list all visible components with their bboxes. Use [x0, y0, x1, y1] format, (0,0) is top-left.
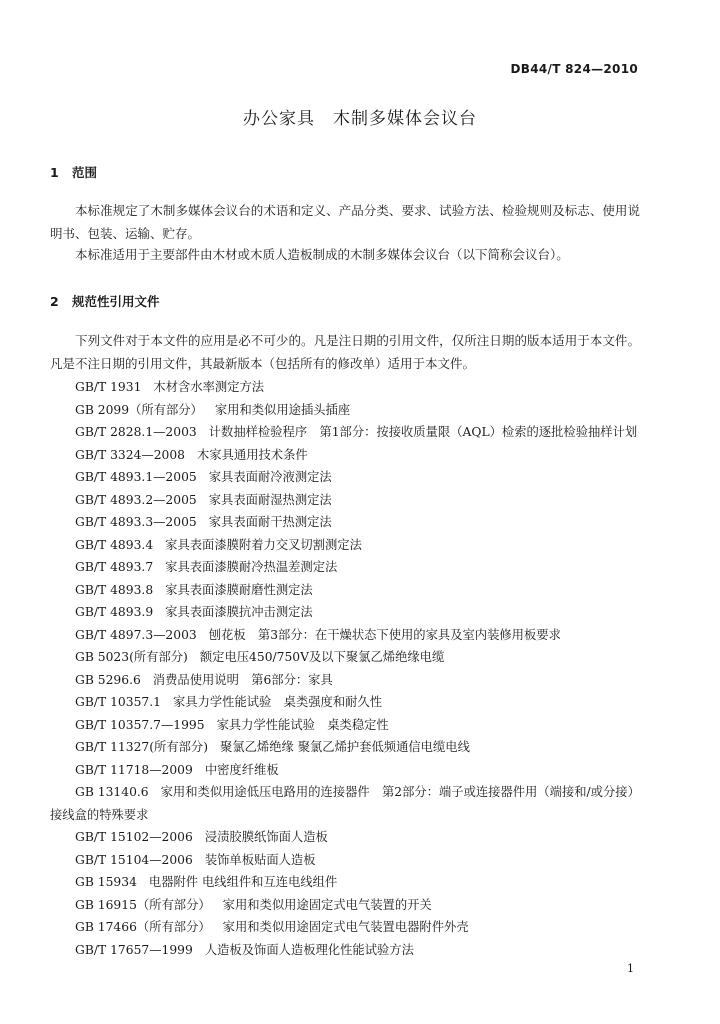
reference-title: 家具力学性能试验 桌类稳定性: [216, 717, 389, 732]
section-1-paragraph-2: 本标准适用于主要部件由木材或木质人造板制成的木制多媒体会议台（以下简称会议台）。: [75, 247, 569, 262]
reference-item: [50, 624, 642, 647]
reference-item: [50, 466, 642, 489]
reference-code: GB 15934: [75, 875, 137, 889]
reference-title: 家具表面漆膜耐冷热温差测定法: [165, 560, 338, 574]
reference-item: [50, 849, 642, 872]
reference-item: [50, 646, 642, 669]
section-1-paragraph-1: 本标准规定了木制多媒体会议台的术语和定义、产品分类、要求、试验方法、检验规则及标志、使用说明书、包装、运输、贮存。: [50, 203, 640, 241]
reference-title: 家具表面漆膜耐磨性测定法: [165, 582, 313, 597]
reference-title: 计数抽样检验程序 第1部分：按接收质量限（AQL）检索的逐批检验抽样计划: [208, 425, 638, 439]
reference-item: [50, 534, 642, 557]
reference-title: 家用和类似用途低压电路用的连接器件 第2部分：端子或连接器件用（端接和/或分接）接线盒的特殊要求: [50, 785, 640, 822]
reference-title: 家用和类似用途插头插座: [214, 402, 351, 417]
reference-code: GB/T 2828.1—2003: [75, 425, 197, 439]
reference-title: 家具力学性能试验 桌类强度和耐久性: [172, 695, 383, 709]
reference-item: [50, 399, 642, 422]
reference-title: 木家具通用技术条件: [197, 447, 308, 462]
reference-code: GB/T 11718—2009: [75, 762, 193, 777]
reference-title: 家具表面耐干热测定法: [208, 515, 332, 529]
reference-code: GB 2099（所有部分）: [75, 402, 203, 417]
reference-item: [50, 714, 642, 737]
reference-code: GB/T 10357.1: [75, 695, 161, 709]
normative-references-list: [50, 376, 642, 961]
reference-title: 家用和类似用途固定式电气装置电器附件外壳: [222, 920, 469, 934]
reference-code: GB/T 1931: [75, 380, 142, 394]
reference-item: [50, 736, 642, 759]
reference-title: 家具表面耐湿热测定法: [208, 492, 332, 507]
reference-title: 额定电压450/750V及以下聚氯乙烯绝缘电缆: [199, 650, 445, 664]
reference-item: [50, 421, 642, 444]
reference-code: GB/T 4893.3—2005: [75, 515, 197, 529]
reference-item: [50, 781, 642, 826]
reference-item: [50, 669, 642, 692]
reference-code: GB/T 17657—1999: [75, 942, 193, 957]
section-1-heading: [50, 163, 97, 181]
reference-item: [50, 871, 642, 894]
reference-code: GB/T 4893.2—2005: [75, 492, 197, 507]
reference-code: GB/T 4893.7: [75, 560, 154, 574]
reference-code: GB 17466（所有部分）: [75, 920, 211, 934]
reference-item: [50, 601, 642, 624]
reference-item: [50, 579, 642, 602]
standard-code: DB44/T 824—2010: [510, 62, 638, 76]
document-title: 办公家具 木制多媒体会议台: [243, 109, 477, 129]
reference-code: GB/T 11327(所有部分): [75, 740, 209, 754]
reference-title: 家具表面漆膜附着力交叉切割测定法: [165, 537, 362, 552]
reference-code: GB/T 4897.3—2003: [75, 627, 197, 642]
reference-title: 电器附件 电线组件和互连电线组件: [148, 875, 338, 889]
reference-item: [50, 894, 642, 917]
reference-item: [50, 376, 642, 399]
page-number: 1: [627, 962, 634, 975]
reference-code: GB/T 15104—2006: [75, 852, 193, 867]
section-2-heading: [50, 292, 160, 310]
reference-item: [50, 444, 642, 467]
section-2-intro: 下列文件对于本文件的应用是必不可少的。凡是注日期的引用文件，仅所注日期的版本适用于本文件。凡是不注日期的引用文件，其最新版本（包括所有的修改单）适用于本文件。: [50, 333, 640, 371]
section-2-title: 规范性引用文件: [72, 294, 160, 309]
reference-code: GB/T 4893.1—2005: [75, 470, 197, 484]
reference-code: GB/T 4893.9: [75, 605, 154, 619]
reference-code: GB/T 3324—2008: [75, 447, 185, 462]
reference-title: 装饰单板贴面人造板: [204, 852, 316, 867]
reference-code: GB/T 10357.7—1995: [75, 717, 205, 732]
reference-title: 中密度纤维板: [204, 762, 279, 777]
section-2-number: 2: [50, 294, 59, 309]
reference-title: 消费品使用说明 第6部分：家具: [152, 672, 333, 687]
reference-item: [50, 939, 642, 962]
reference-title: 家用和类似用途固定式电气装置的开关: [222, 897, 432, 912]
reference-item: [50, 489, 642, 512]
reference-item: [50, 759, 642, 782]
section-1-title: 范围: [72, 165, 98, 180]
reference-code: GB 13140.6: [75, 785, 149, 799]
section-1-number: 1: [50, 165, 59, 180]
reference-code: GB/T 15102—2006: [75, 830, 193, 844]
reference-title: 木材含水率测定方法: [153, 380, 265, 394]
reference-code: GB/T 4893.8: [75, 582, 154, 597]
reference-item: [50, 511, 642, 534]
reference-item: [50, 826, 642, 849]
reference-title: 家具表面耐冷液测定法: [208, 470, 332, 484]
reference-title: 家具表面漆膜抗冲击测定法: [165, 605, 313, 619]
reference-item: [50, 691, 642, 714]
reference-item: [50, 916, 642, 939]
reference-title: 刨花板 第3部分：在干燥状态下使用的家具及室内装修用板要求: [208, 627, 561, 642]
reference-title: 人造板及饰面人造板理化性能试验方法: [204, 942, 414, 957]
reference-code: GB 16915（所有部分）: [75, 897, 211, 912]
reference-code: GB 5296.6: [75, 672, 141, 687]
reference-item: [50, 556, 642, 579]
reference-code: GB/T 4893.4: [75, 537, 154, 552]
reference-code: GB 5023(所有部分): [75, 650, 188, 664]
reference-title: 聚氯乙烯绝缘 聚氯乙烯护套低频通信电缆电线: [220, 740, 470, 754]
reference-title: 浸渍胶膜纸饰面人造板: [204, 830, 328, 844]
